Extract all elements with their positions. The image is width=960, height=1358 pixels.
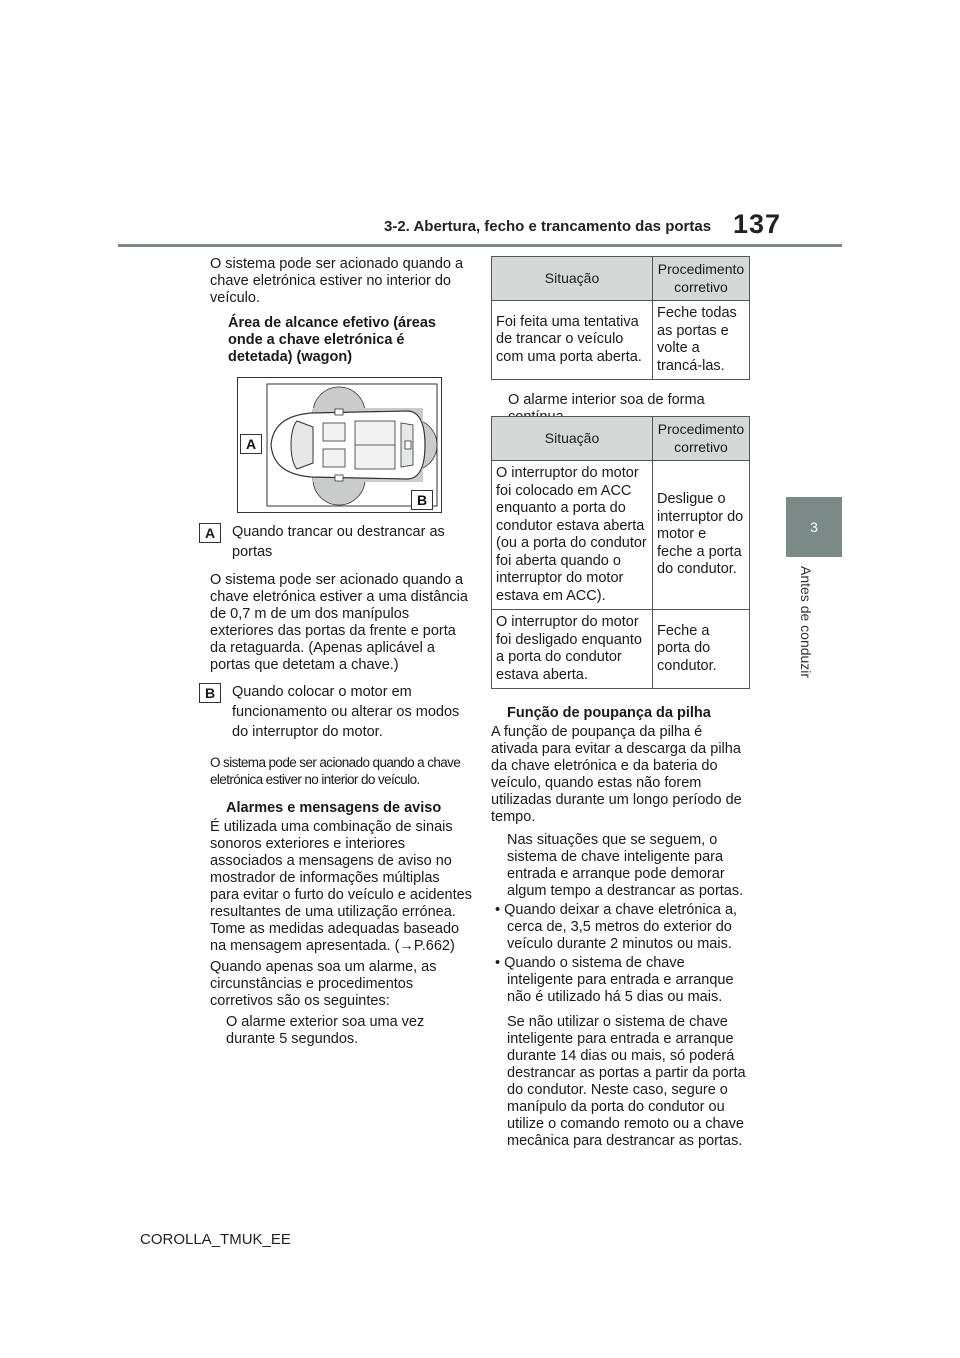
model-code: COROLLA_TMUK_EE: [140, 1231, 291, 1248]
bullet-item: • Quando o sistema de chave inteligente para entrada e arranque não é utilizado há 5 dias ou mais.: [495, 955, 734, 1005]
table-header: [492, 417, 750, 461]
range-paragraph: O sistema pode ser acionado quando a chave eletrónica estiver a uma distância de 0,7 m de um dos manípulos exteriores das portas da frente e porta da retaguarda. (Apenas aplicável a portas que detetam a chave.): [210, 572, 468, 673]
diagram-label-a: A: [240, 434, 262, 454]
item-a-text: Quando trancar ou destrancar as portas: [232, 524, 445, 560]
item-a: [204, 522, 472, 562]
diagram-label-b: B: [411, 490, 433, 510]
alarm-paragraph: É utilizada uma combinação de sinais sonoros exteriores e interiores associados a mensagens de aviso no mostrador de informações múltiplas para evitar o furto do veículo e acidentes resultantes de uma utilização errónea. Tome as medidas adequadas baseado na mensagem apresentada. (→P.662): [210, 819, 472, 954]
header-procedure: Procedimento corretivo: [653, 257, 750, 301]
row-procedure: Feche a porta do condutor.: [653, 610, 750, 689]
item-b-text: Quando colocar o motor em funcionamento ou alterar os modos do interruptor do motor.: [232, 684, 460, 740]
fourteen-days-paragraph: Se não utilizar o sistema de chave inteligente para entrada e arranque durante 14 dias ou mais, só poderá destrancar as portas a partir da porta do condutor. Neste caso, segure o manípulo da porta do condutor ou utilize o comando remoto ou a chave mecânica para destrancar as portas.: [507, 1014, 746, 1149]
row-procedure: Desligue o interruptor do motor e feche a porta do condutor.: [653, 461, 750, 610]
row-situation: Foi feita uma tentativa de trancar o veículo com uma porta aberta.: [492, 301, 653, 380]
badge-b: B: [199, 683, 221, 703]
range-heading: Área de alcance efetivo (áreas onde a chave eletrónica é detetada) (wagon): [228, 315, 436, 365]
table-row: [492, 301, 750, 380]
table-exterior-alarm: [491, 256, 750, 380]
table-row: [492, 461, 750, 610]
bullet-item: • Quando deixar a chave eletrónica a, cerca de, 3,5 metros do exterior do veículo durante 2 minutos ou mais.: [495, 902, 738, 952]
battery-paragraph: A função de poupança da pilha é ativada para evitar a descarga da pilha da chave eletrónica e da bateria do veículo, quando estas não forem utilizadas durante um longo período de tempo.: [491, 724, 742, 825]
header-procedure: Procedimento corretivo: [653, 417, 750, 461]
row-situation: O interruptor do motor foi desligado enquanto a porta do condutor estava aberta.: [492, 610, 653, 689]
left-column-lower: [204, 522, 472, 1048]
header-rule: [118, 244, 842, 247]
battery-heading: Função de poupança da pilha: [507, 705, 711, 721]
situations-paragraph: Nas situações que se seguem, o sistema de chave inteligente para entrada e arranque pode demorar algum tempo a destrancar as portas.: [507, 832, 744, 899]
intro-paragraph: O sistema pode ser acionado quando a chave eletrónica estiver no interior do veículo.: [210, 256, 464, 306]
page-number: 137: [733, 209, 782, 239]
range-diagram: [237, 377, 442, 513]
table-header: [492, 257, 750, 301]
alarm-circumstances: Quando apenas soa um alarme, as circunstâncias e procedimentos corretivos são os seguintes:: [210, 959, 437, 1009]
alarm-heading: Alarmes e mensagens de aviso: [226, 800, 442, 816]
section-title: 3-2. Abertura, fecho e trancamento das portas: [384, 218, 712, 235]
chapter-label: Antes de conduzir: [798, 566, 814, 679]
table-interior-alarm: [491, 416, 750, 689]
badge-a: A: [199, 523, 221, 543]
left-column: [210, 256, 472, 366]
right-column-lower: [491, 705, 749, 1150]
table-row: [492, 610, 750, 689]
continuous-alarm-heading: O alarme interior soa de forma: [508, 392, 705, 408]
row-procedure: Feche todas as portas e volte a trancá-las.: [653, 301, 750, 380]
item-b: [204, 682, 472, 742]
row-situation: O interruptor do motor foi colocado em ACC enquanto a porta do condutor estava aberta (ou a porta do condutor foi aberta quando o interruptor do motor estava em ACC).: [492, 461, 653, 610]
chapter-tab: 3: [786, 497, 842, 557]
exterior-alarm: O alarme exterior soa uma vez durante 5 segundos.: [226, 1014, 425, 1047]
header-situation: Situação: [492, 417, 653, 461]
header-situation: Situação: [492, 257, 653, 301]
interior-paragraph: O sistema pode ser acionado quando a chave eletrónica estiver no interior do veículo.: [210, 755, 461, 787]
